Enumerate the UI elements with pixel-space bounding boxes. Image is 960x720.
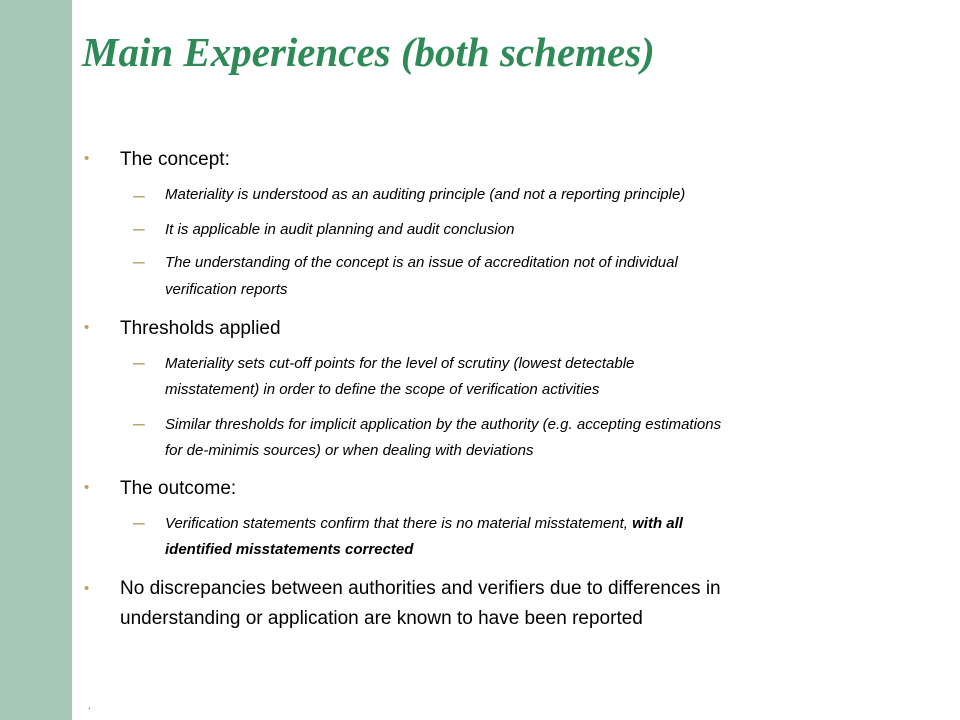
bullet-marker: •: [84, 319, 90, 336]
bullet-marker: •: [84, 150, 90, 167]
sub-bullet-accreditation-line2: verification reports: [165, 281, 288, 298]
sub-bullet-accreditation-line1: The understanding of the concept is an issue of accreditation not of individual: [165, 254, 678, 271]
bullet-discrepancies-line2: understanding or application are known to have been reported: [120, 608, 643, 629]
bullet-marker: •: [84, 479, 90, 496]
dash-marker: –: [133, 250, 145, 273]
dash-marker: –: [133, 184, 145, 207]
bullet-marker: •: [84, 580, 90, 597]
bullet-outcome: The outcome:: [120, 478, 237, 499]
sub-bullet-similar-line1: Similar thresholds for implicit application by the authority (e.g. accepting estimations: [165, 416, 722, 433]
verification-normal-text: Verification statements confirm that there is no material misstatement,: [165, 515, 633, 532]
verification-bold-text-line2: identified misstatements corrected: [165, 541, 414, 558]
slide-title: Main Experiences (both schemes): [82, 29, 655, 75]
footer-mark: .: [88, 701, 91, 712]
dash-marker: –: [133, 511, 145, 534]
dash-marker: –: [133, 351, 145, 374]
sub-bullet-audit-planning: It is applicable in audit planning and audit conclusion: [165, 221, 515, 238]
bullet-thresholds: Thresholds applied: [120, 318, 281, 339]
sub-bullet-verification-line2: [165, 537, 413, 563]
dash-marker: –: [133, 412, 145, 435]
bullet-concept: The concept:: [120, 149, 230, 170]
sub-bullet-verification-line1: [165, 511, 683, 537]
sub-bullet-cutoff-line1: Materiality sets cut-off points for the level of scrutiny (lowest detectable: [165, 355, 635, 372]
sub-bullet-cutoff-line2: misstatement) in order to define the scope of verification activities: [165, 381, 600, 398]
sub-bullet-similar-line2: for de-minimis sources) or when dealing with deviations: [165, 442, 534, 459]
bullet-discrepancies-line1: No discrepancies between authorities and verifiers due to differences in: [120, 578, 721, 599]
verification-bold-text: with all: [632, 515, 683, 532]
sub-bullet-auditing-principle: Materiality is understood as an auditing principle (and not a reporting principle): [165, 186, 686, 203]
dash-marker: –: [133, 217, 145, 240]
